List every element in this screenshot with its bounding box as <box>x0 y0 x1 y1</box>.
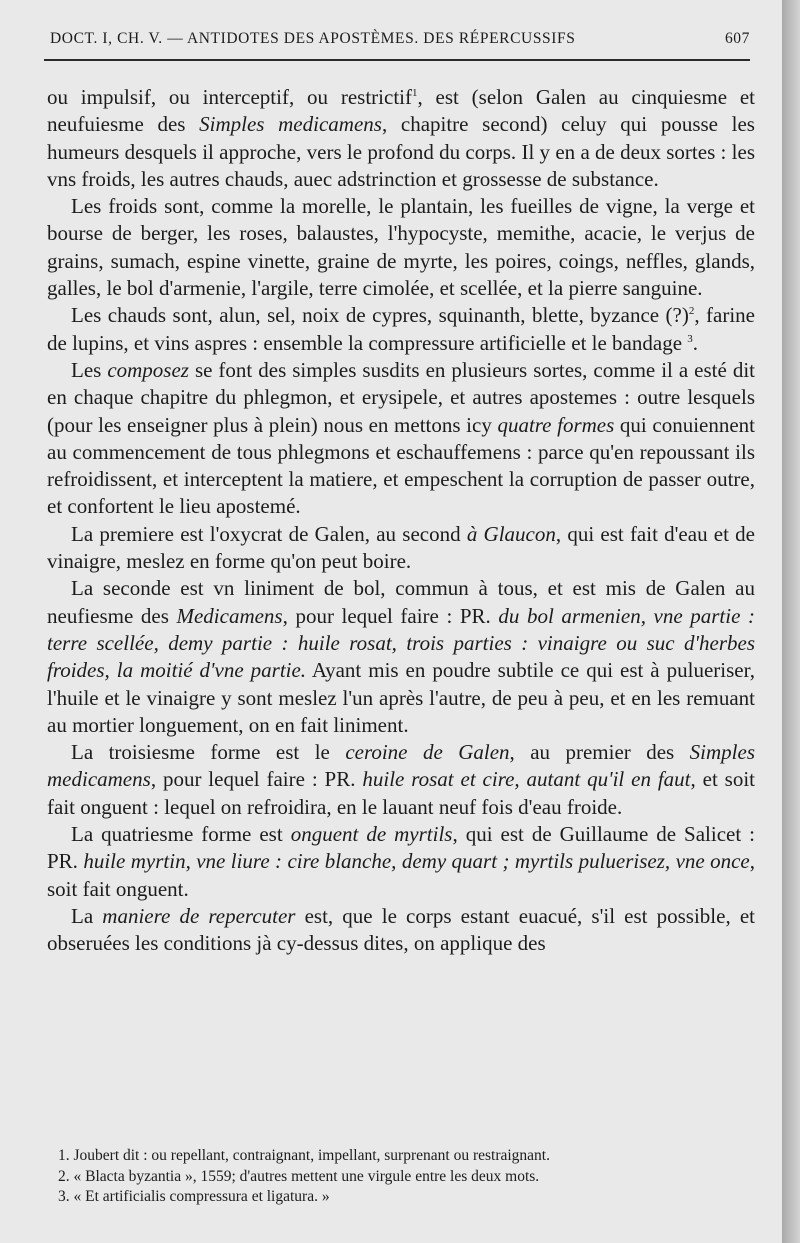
running-header <box>50 30 750 48</box>
text-run: . <box>692 330 699 355</box>
paragraph <box>47 84 755 193</box>
footnote-marker: 1 <box>411 87 418 99</box>
text-run: Les chauds sont, alun, sel, noix de cypres, squinanth, blette, byzance (?) <box>71 303 689 328</box>
page-number: 607 <box>724 30 750 47</box>
footnote-number: 2. <box>58 1167 70 1185</box>
text-run: , qui est fait d'eau et de vinaigre, meslez en forme qu'on peut boire. <box>47 521 755 574</box>
text-run: , soit fait onguent. <box>47 849 755 901</box>
text-run: est, que le corps estant euacué, s'il est possible, et obseruées les conditions jà cy-dessus dites, on applique des <box>47 903 755 956</box>
text-run: , au premier des <box>509 740 690 765</box>
italic-text: huile myrtin, vne liure : cire blanche, demy quart ; myrtils pulueris‌ez, vne once <box>83 849 750 874</box>
text-run: Les froids sont, comme la morelle, le plantain, les fueilles de vigne, la verge et bourse de berger, les roses, balaustes, l'hypocyste, memithe, acacie, le verjus de grains, sumach, espine vinette, graine de myrte, les poires, coings, neffles, glands, galles, le bol d'armenie, l'argile, terre cimolée, et scellée, et la pierre sanguine. <box>47 194 755 301</box>
italic-text: quatre formes <box>497 412 615 437</box>
paragraph <box>47 739 755 821</box>
text-run: , farine de lupins, et vins aspres : ensemble la compressure artificielle et le bandage <box>47 303 755 355</box>
text-run: se font des simples susdits en plusieurs sortes, comme il a esté dit en chaque chapitre du phlegmon, et erysipele, et autres apostemes : outre lesquels (pour les enseigner plus à plein) nous en mettons icy <box>47 357 755 437</box>
footnote-number: 3. <box>58 1188 70 1205</box>
text-run: , est (selon Galen au cinquiesme et neufuiesme des <box>47 85 756 137</box>
text-run: qui conuiennent au commencement de tous phlegmons et eschauffemens : parce qu'en repoussant ils refroidissent, et interceptent la matiere, et empeschent la corruption de passer outre, et confortent le lieu apostemé. <box>47 412 756 519</box>
italic-text: du bol armenien, vne partie : terre scellée, demy partie : huile rosat, trois parties : vinaigre ou suc d'herbes froides, la moitié d'vne partie. <box>47 603 755 683</box>
footnote-text: « Et artificialis compressura et ligatura. » <box>73 1188 330 1205</box>
paragraph <box>47 575 755 739</box>
footnote-text: Joubert dit : ou repellant, contraignant, impellant, surprenant ou restraignant. <box>73 1147 550 1164</box>
header-rule <box>44 59 750 61</box>
paragraph <box>47 302 755 357</box>
running-title: DOCT. I, CH. V. — ANTIDOTES DES APOSTÈMES. DES RÉPERCUSSIFS <box>50 30 576 47</box>
footnote-number: 1. <box>58 1147 70 1164</box>
paragraph <box>47 903 755 958</box>
text-run: ou impulsif, ou interceptif, ou restrictif <box>47 85 412 109</box>
text-run: La premiere est l'oxycrat de Galen, au second <box>71 521 467 546</box>
italic-text: Simples medicamens <box>199 112 382 137</box>
footnote-marker: 2 <box>688 305 695 318</box>
body-text <box>47 84 755 958</box>
text-run: Ayant mis en poudre subtile ce qui est à pulueriser, l'huile et le vinaigre y sont meslez l'un après l'autre, de peu à peu, et en les remuant au mortier longuement, on en fait liniment. <box>47 658 755 737</box>
text-run: Les <box>71 357 108 382</box>
text-run: La quatriesme forme est <box>71 822 291 847</box>
page-edge-shadow <box>782 0 800 1243</box>
italic-text: huile rosat et cire, autant qu'il en faut <box>362 767 691 792</box>
paragraph <box>47 521 755 576</box>
text-run: , qui est de Guillaume de Salicet : PR. <box>47 822 756 874</box>
text-run: La seconde est vn liniment de bol, commun à tous, et est mis de Galen au neufiesme des <box>47 576 755 628</box>
footnote <box>44 1187 756 1208</box>
text-run: , pour lequel faire : PR. <box>282 603 499 628</box>
italic-text: maniere de repercuter <box>102 903 296 928</box>
text-run: La troisiesme forme est le <box>71 740 346 765</box>
paragraph <box>47 193 755 302</box>
text-run: , chapitre second) celuy qui pousse les humeurs desquels il approche, vers le profond du corps. Il y en a de deux sortes : les vns froids, les autres chauds, auec adstrinction et grossesse de substance. <box>47 112 755 191</box>
italic-text: onguent de myrtils <box>290 822 453 847</box>
footnote <box>44 1167 756 1188</box>
paragraph <box>47 357 755 521</box>
italic-text: Simples medicamens <box>47 740 755 792</box>
italic-text: composez <box>107 357 189 382</box>
footnote-text: « Blacta byzantia », 1559; d'autres mettent une virgule entre les deux mots. <box>73 1167 540 1185</box>
text-run: , pour lequel faire : PR. <box>150 767 363 792</box>
footnotes <box>44 1146 756 1208</box>
footnote-marker: 3 <box>687 332 693 345</box>
text-run: La <box>71 903 103 928</box>
italic-text: ceroine de Galen <box>345 740 510 765</box>
footnote <box>44 1146 756 1167</box>
paragraph <box>47 821 755 903</box>
italic-text: Medicamens <box>176 603 283 628</box>
italic-text: à Glaucon <box>466 521 556 546</box>
text-run: , et soit fait onguent : lequel on refroidira, en le lauant neuf fois d'eau froide. <box>47 767 756 819</box>
